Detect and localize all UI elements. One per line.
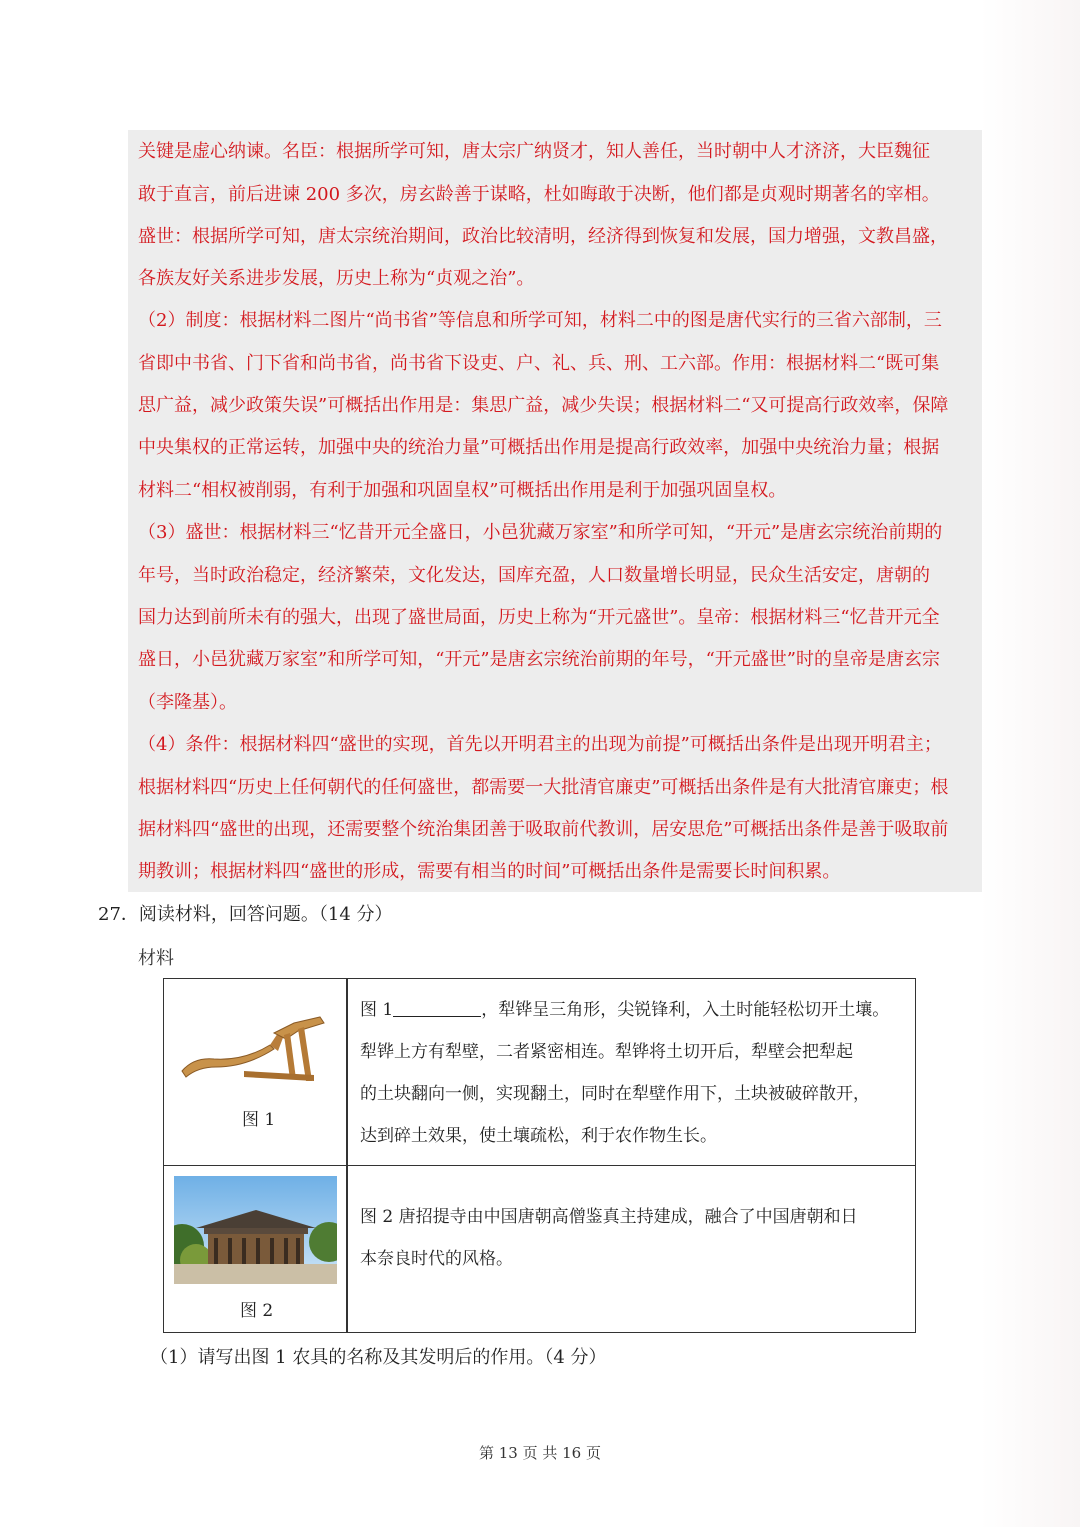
sub-question: （1）请写出图 1 农具的名称及其发明后的作用。（4 分） (150, 1347, 607, 1368)
answer-line: （2）制度：根据材料二图片“尚书省”等信息和所学可知，材料二中的图是唐代实行的三省六部制，三 (138, 310, 942, 331)
page-edge-shadow (980, 0, 1080, 1527)
fig1-text-line: 的土块翻向一侧，实现翻土，同时在犁壁作用下，土块被破碎散开， (360, 1084, 870, 1104)
answer-line: 根据材料四“历史上任何朝代的任何盛世，都需要一大批清官廉吏”可概括出条件是有大批清官廉吏；根 (138, 777, 949, 798)
answer-line: 盛世：根据所学可知，唐太宗统治期间，政治比较清明，经济得到恢复和发展，国力增强，文教昌盛， (138, 226, 948, 247)
page-footer: 第 13 页 共 16 页 (478, 1444, 601, 1462)
answer-line: 据材料四“盛世的出现，还需要整个统治集团善于吸取前代教训，居安思危”可概括出条件是善于吸取前 (138, 819, 949, 840)
fig1-text-line: ，犁铧呈三角形，尖锐锋利，入土时能轻松切开土壤。 (481, 1000, 890, 1020)
question-title: 27．阅读材料，回答问题。（14 分） (98, 904, 393, 925)
answer-line: 各族友好关系进步发展，历史上称为“贞观之治”。 (138, 268, 535, 289)
table-row-fig1 (164, 979, 915, 1166)
fig2-caption: 图 2 (240, 1301, 274, 1321)
answer-line: 敢于直言，前后进谏 200 多次，房玄龄善于谋略，杜如晦敢于决断，他们都是贞观时期著名的宰相。 (138, 184, 940, 205)
answer-line: 盛日，小邑犹藏万家室”和所学可知，“开元”是唐玄宗统治前期的年号，“开元盛世”时的皇帝是唐玄宗 (138, 649, 941, 670)
fig1-text-line: 达到碎土效果，使土壤疏松，利于农作物生长。 (360, 1126, 717, 1146)
fig2-text-line: 图 2 唐招提寺由中国唐朝高僧鉴真主持建成，融合了中国唐朝和日 (360, 1207, 858, 1227)
fig1-text-line: 犁铧上方有犁壁，二者紧密相连。犁铧将土切开后，犁壁会把犁起 (360, 1042, 853, 1062)
answer-line: 思广益，减少政策失误”可概括出作用是：集思广益，减少失误；根据材料二“又可提高行政效率，保障 (138, 395, 949, 416)
temple-photo (174, 1176, 337, 1284)
table-row-fig2 (164, 1166, 915, 1332)
answer-line: 关键是虚心纳谏。名臣：根据所学可知，唐太宗广纳贤才，知人善任，当时朝中人才济济，大臣魏征 (138, 141, 930, 162)
fig2-text-line: 本奈良时代的风格。 (360, 1249, 513, 1269)
fig1-caption: 图 1 (242, 1110, 276, 1130)
answer-line: 国力达到前所未有的强大，出现了盛世局面，历史上称为“开元盛世”。皇帝：根据材料三“忆昔开元全 (138, 607, 940, 628)
answer-blank[interactable] (393, 998, 481, 1017)
answer-line: （3）盛世：根据材料三“忆昔开元全盛日，小邑犹藏万家室”和所学可知，“开元”是唐玄宗统治前期的 (138, 522, 943, 543)
material-table (163, 978, 916, 1333)
material-label: 材料 (138, 948, 174, 969)
answer-line: 年号，当时政治稳定，经济繁荣，文化发达，国库充盈，人口数量增长明显，民众生活安定，唐朝的 (138, 565, 930, 586)
answer-line: 材料二“相权被削弱，有利于加强和巩固皇权”可概括出作用是利于加强巩固皇权。 (138, 480, 787, 501)
answer-line: （4）条件：根据材料四“盛世的实现，首先以开明君主的出现为前提”可概括出条件是出现开明君主； (138, 734, 942, 755)
fig1-label: 图 1 (360, 1000, 394, 1020)
answer-line: 中央集权的正常运转，加强中央的统治力量”可概括出作用是提高行政效率，加强中央统治力量；根据 (138, 437, 940, 458)
plough-icon (174, 1009, 334, 1089)
answer-line: 期教训；根据材料四“盛世的形成，需要有相当的时间”可概括出条件是需要长时间积累。 (138, 861, 841, 882)
answer-line: 省即中书省、门下省和尚书省，尚书省下设吏、户、礼、兵、刑、工六部。作用：根据材料二“既可集 (138, 353, 940, 374)
answer-line: （李隆基）。 (138, 692, 237, 713)
